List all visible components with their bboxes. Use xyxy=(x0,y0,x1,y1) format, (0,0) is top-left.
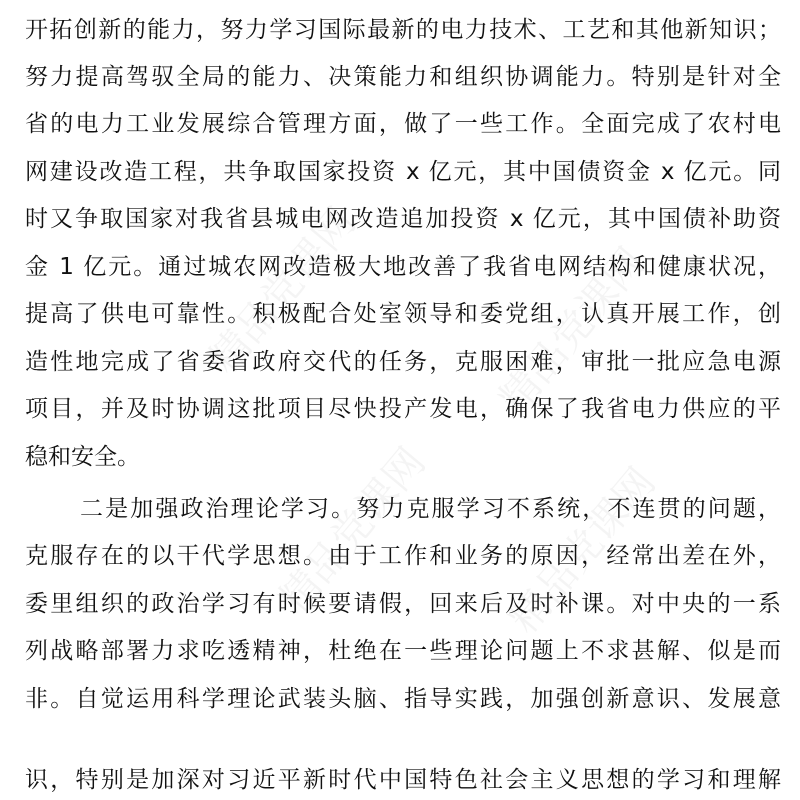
text-line: 网建设改造工程，共争取国家投资 x 亿元，其中国债资金 x 亿元。同 xyxy=(25,159,781,185)
text-line: 造性地完成了省委省政府交代的任务，克服困难，审批一批应急电源 xyxy=(25,349,781,375)
text-line: 项目，并及时协调这批项目尽快投产发电，确保了我省电力供应的平 xyxy=(25,396,781,422)
text-line: 开拓创新的能力，努力学习国际最新的电力技术、工艺和其他新知识； xyxy=(25,17,781,43)
text-line: 列战略部署力求吃透精神，杜绝在一些理论问题上不求甚解、似是而 xyxy=(25,638,781,664)
text-line: 克服存在的以干代学思想。由于工作和业务的原因，经常出差在外， xyxy=(25,543,781,569)
text-line: 省的电力工业发展综合管理方面，做了一些工作。全面完成了农村电 xyxy=(25,111,781,137)
text-line: 稳和安全。 xyxy=(25,444,140,470)
text-line: 努力提高驾驭全局的能力、决策能力和组织协调能力。特别是针对全 xyxy=(25,64,781,90)
text-line: 时又争取国家对我省县城电网改造追加投资 x 亿元，其中国债补助资 xyxy=(25,206,781,232)
watermark-text: 精品党课网 xyxy=(200,199,365,383)
paragraph-start-line: 二是加强政治理论学习。努力克服学习不系统，不连贯的问题， xyxy=(80,496,781,522)
watermark-text: 精品党课网 xyxy=(490,239,655,423)
watermark-text: 精品党课网 xyxy=(270,439,435,623)
text-line: 非。自觉运用科学理论武装头脑、指导实践，加强创新意识、发展意 xyxy=(25,686,781,712)
watermark-text: 精品党课网 xyxy=(500,459,665,643)
text-line: 提高了供电可靠性。积极配合处室领导和委党组，认真开展工作，创 xyxy=(25,301,781,327)
text-line: 金 1 亿元。通过城农网改造极大地改善了我省电网结构和健康状况， xyxy=(25,254,781,280)
text-line: 识，特别是加深对习近平新时代中国特色社会主义思想的学习和理解 xyxy=(25,767,781,793)
text-line: 委里组织的政治学习有时候要请假，回来后及时补课。对中央的一系 xyxy=(25,591,781,617)
